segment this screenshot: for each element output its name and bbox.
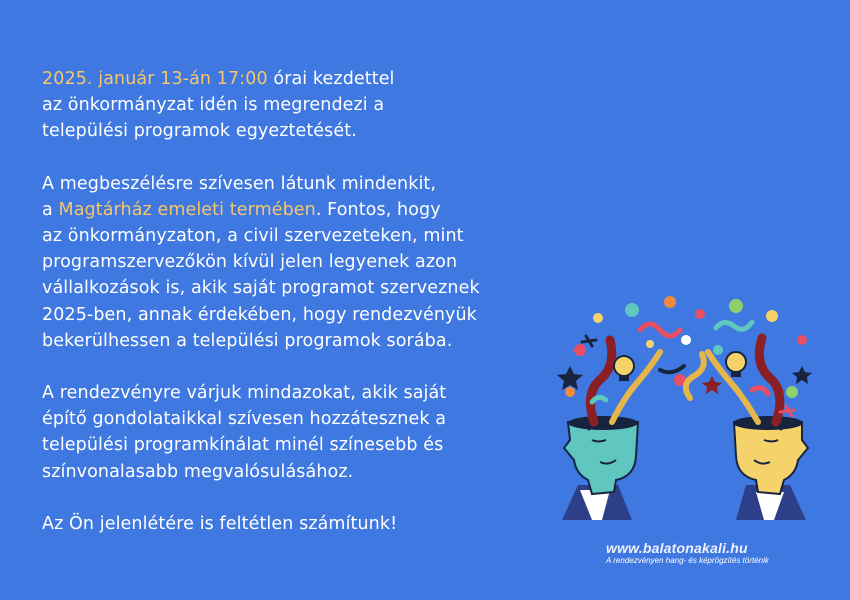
line: az önkormányzaton, a civil szervezeteken, mint <box>42 226 464 247</box>
left-idea-stream <box>590 340 611 422</box>
idea-dot <box>681 335 691 345</box>
idea-dot <box>695 309 705 319</box>
idea-dot <box>664 296 676 308</box>
squiggle-shape <box>640 324 680 336</box>
squiggle-shape <box>686 354 704 398</box>
line: A megbeszélésre szívesen látunk mindenkit, <box>42 173 437 194</box>
line: 2025-ben, annak érdekében, hogy rendezvényük <box>42 304 477 325</box>
paragraph-venue <box>42 171 562 354</box>
line: színvonalasabb megvalósulásához. <box>42 461 354 482</box>
flying-ideas <box>557 296 812 416</box>
idea-dot <box>646 340 654 348</box>
star-icon <box>792 366 812 384</box>
line: bekerülhessen a települési programok sorába. <box>42 330 453 351</box>
line: az önkormányzat idén is megrendezi a <box>42 95 385 116</box>
date-highlight: 2025. január 13-án 17:00 <box>42 69 268 89</box>
lightbulb-icon <box>614 356 634 381</box>
left-person-head <box>564 422 638 494</box>
star-icon <box>702 376 722 394</box>
text-fragment: a <box>42 199 59 220</box>
line: Az Ön jelenlétére is feltétlen számítunk! <box>42 513 398 534</box>
squiggle-shape <box>716 322 752 329</box>
star-icon <box>557 366 583 390</box>
idea-dot <box>786 386 798 398</box>
paragraph-closing <box>42 511 562 537</box>
line: települési programok egyeztetését. <box>42 121 357 142</box>
right-person <box>708 338 808 520</box>
idea-dot <box>574 344 586 356</box>
text-fragment: . Fontos, hogy <box>315 199 441 220</box>
right-person-head <box>734 422 808 494</box>
lightbulb-icon <box>726 352 746 377</box>
line: A rendezvényre várjuk mindazokat, akik saját <box>42 383 447 404</box>
website-label: www.balatonakali.hu <box>606 540 748 556</box>
text-fragment: órai kezdettel <box>267 69 395 89</box>
recording-notice: A rendezvényen hang- és képrögzítés történik <box>606 556 769 565</box>
squiggle-shape <box>592 397 606 402</box>
idea-dot <box>797 335 807 345</box>
left-person-open-head <box>568 416 638 430</box>
idea-dot <box>713 345 723 355</box>
idea-dot <box>565 387 575 397</box>
sparkle-icon <box>582 336 596 346</box>
left-person <box>562 340 660 520</box>
line: építő gondolataikkal szívesen hozzátesznek a <box>42 409 447 430</box>
line: települési programkínálat minél színesebb és <box>42 435 444 456</box>
idea-dot <box>625 303 639 317</box>
invitation-text <box>42 66 562 563</box>
paragraph-date <box>42 66 562 145</box>
line: programszervezőkön kívül jelen legyenek azon <box>42 252 458 273</box>
venue-highlight: Magtárház emeleti termében <box>58 199 316 220</box>
footer <box>606 540 769 566</box>
idea-dot <box>593 313 603 323</box>
squiggle-shape <box>660 366 684 372</box>
idea-dot <box>766 310 778 322</box>
line <box>42 197 562 223</box>
paragraph-invite <box>42 380 562 485</box>
right-idea-stream <box>759 338 780 422</box>
ideas-exchange-illustration <box>540 280 830 530</box>
line <box>42 66 562 92</box>
squiggle-shape <box>752 388 768 394</box>
line: vállalkozások is, akik saját programot szerveznek <box>42 278 480 299</box>
idea-dot <box>729 299 743 313</box>
right-person-open-head <box>733 416 803 430</box>
